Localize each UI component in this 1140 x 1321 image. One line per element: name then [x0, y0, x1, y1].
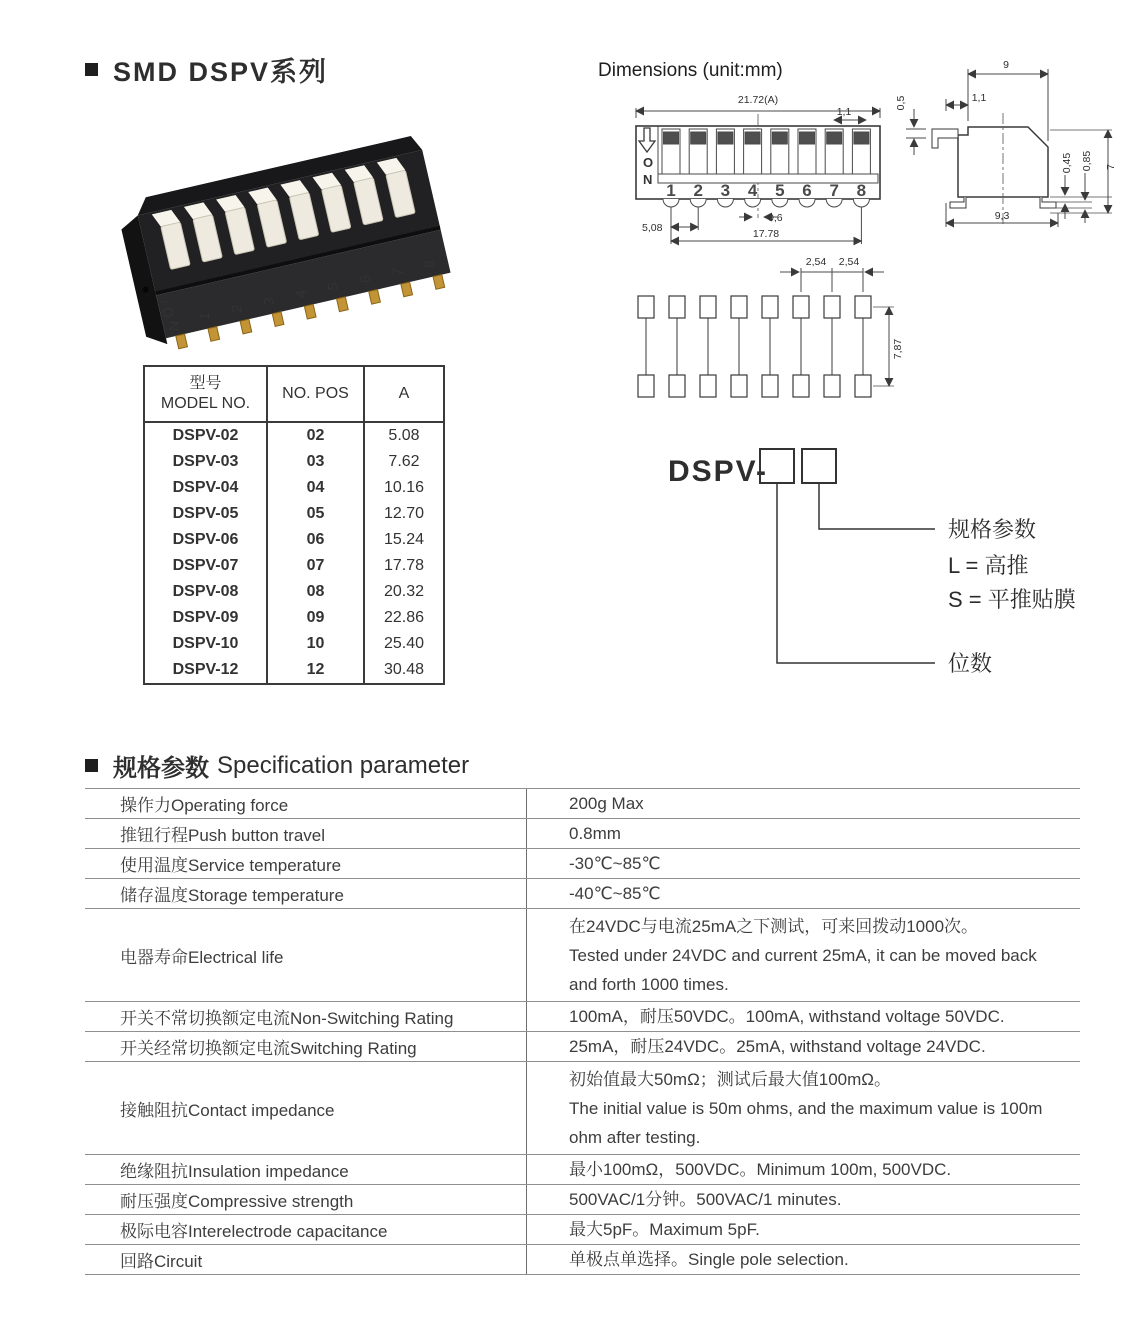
table-row: DSPV-04 04 10.16 [144, 475, 444, 501]
dim-pitch-b: 2,54 [838, 256, 860, 268]
on-letter-o: O [643, 155, 654, 170]
svg-text:8: 8 [856, 181, 867, 200]
dim-pitch: 5,08 [642, 222, 663, 234]
svg-text:2: 2 [228, 304, 245, 313]
table-row: DSPV-09 09 22.86 [144, 605, 444, 631]
spec-row: 使用温度Service temperature -30℃~85℃ [85, 849, 1080, 879]
bullet-square-icon [85, 63, 98, 76]
dim-span: 17.78 [752, 228, 780, 240]
spec-row: 极际电容Interelectrode capacitance 最大5pF。Maximum 5pF. [85, 1215, 1080, 1245]
dimensions-title: Dimensions (unit:mm) [598, 60, 783, 81]
bullet-square-icon [85, 759, 98, 772]
svg-text:6: 6 [356, 274, 374, 284]
spec-title-en: Specification parameter [217, 751, 470, 779]
series-title-text: SMD DSPV系列 [113, 57, 329, 87]
header-a: A [364, 366, 444, 422]
spec-table [85, 788, 1080, 1275]
header-pos: NO. POS [267, 366, 364, 422]
model-table [143, 365, 445, 685]
dim-foot: 0,45 [1061, 152, 1073, 174]
model-table-header [144, 366, 444, 422]
svg-text:8: 8 [421, 259, 438, 269]
pad-dim-lines [780, 268, 894, 386]
svg-text:5: 5 [775, 181, 785, 200]
svg-text:4: 4 [747, 181, 758, 200]
positions-branch-title: 位数 [948, 651, 993, 676]
svg-text:3: 3 [260, 297, 277, 306]
table-row: DSPV-07 07 17.78 [144, 553, 444, 579]
pads [638, 296, 871, 397]
svg-text:O: O [159, 306, 177, 319]
dim-standoff: 0,85 [1081, 150, 1093, 172]
table-row: DSPV-10 10 25.40 [144, 631, 444, 657]
svg-text:N: N [165, 320, 183, 332]
spec-row: 耐压强度Compressive strength 500VAC/1分钟。500VAC/1 minutes. [85, 1185, 1080, 1215]
on-letter-n: N [643, 172, 653, 187]
dip-switch-illustration [116, 134, 454, 355]
svg-text:1: 1 [196, 311, 213, 321]
front-view-drawing [620, 86, 888, 263]
dim-offset: 1,1 [971, 92, 987, 104]
spec-option-l: L = 高推 [948, 553, 1029, 578]
dim-top: 9 [1003, 59, 1009, 71]
table-row: DSPV-12 12 30.48 [144, 657, 444, 684]
pad-layout-drawing [618, 256, 908, 431]
table-row: DSPV-03 03 7.62 [144, 449, 444, 475]
table-row: DSPV-05 05 12.70 [144, 501, 444, 527]
dim-base: 9,3 [994, 210, 1010, 222]
spec-row: 绝缘阻抗Insulation impedance 最小100mΩ，500VDC。Minimum 100m, 500VDC. [85, 1155, 1080, 1185]
dim-pin: 0,5 [895, 95, 907, 111]
bottom-pads [663, 199, 869, 207]
series-title [85, 50, 328, 89]
svg-text:2: 2 [693, 181, 703, 200]
dim-total-width: 21.72(A) [737, 94, 779, 106]
spec-row: 开关经常切换额定电流Switching Rating 25mA，耐压24VDC。25mA, withstand voltage 24VDC. [85, 1032, 1080, 1062]
dim-height: 7 [1105, 164, 1117, 170]
ordering-connector-lines [777, 483, 935, 663]
svg-text:4: 4 [292, 289, 309, 298]
svg-text:6: 6 [802, 181, 812, 200]
svg-text:3: 3 [720, 181, 731, 200]
ordering-box-spec [802, 449, 836, 483]
svg-text:7: 7 [829, 181, 839, 200]
spec-row: 储存温度Storage temperature -40℃~85℃ [85, 879, 1080, 909]
spec-option-s: S = 平推贴膜 [948, 587, 1076, 612]
spec-row: 接触阻抗Contact impedance 初始值最大50mΩ；测试后最大值100mΩ。 The initial value is 50m ohms, and the maximum value is 100m ohm after testing. [85, 1062, 1080, 1155]
table-row: DSPV-06 06 15.24 [144, 527, 444, 553]
side-view-drawing [880, 55, 1140, 245]
spec-row: 推钮行程Push button travel 0.8mm [85, 819, 1080, 849]
spec-row: 开关不常切换额定电流Non-Switching Rating 100mA，耐压50VDC。100mA, withstand voltage 50VDC. [85, 1002, 1080, 1032]
svg-text:7: 7 [388, 267, 406, 276]
svg-text:5: 5 [324, 282, 341, 291]
dim-pad-span: 7,87 [892, 338, 904, 360]
table-row: DSPV-02 02 5.08 [144, 422, 444, 449]
ordering-prefix: DSPV- [668, 455, 769, 488]
spec-row: 电器寿命Electrical life 在24VDC与电流25mA之下测试，可来回拨动1000次。 Tested under 24VDC and current 25mA, it can be moved back and forth 1000 times. [85, 909, 1080, 1002]
spec-section-title [85, 748, 469, 783]
svg-text:↓: ↓ [153, 297, 170, 306]
header-model-zh: 型号 [189, 375, 222, 392]
spec-row: 操作力Operating force 200g Max [85, 789, 1080, 819]
spec-title-zh: 规格参数 [113, 755, 209, 782]
header-model-en: MODEL NO. [160, 395, 251, 412]
dim-slot: 0,6 [768, 212, 783, 224]
table-row: DSPV-08 08 20.32 [144, 579, 444, 605]
spec-row: 回路Circuit 单极点单选择。Single pole selection. [85, 1245, 1080, 1275]
spec-branch-title: 规格参数 [948, 517, 1037, 542]
svg-text:1: 1 [666, 181, 676, 200]
product-photo [110, 116, 470, 367]
dim-pitch-a: 2,54 [805, 256, 827, 268]
dim-top-right: 1,1 [836, 106, 852, 118]
ordering-diagram [660, 433, 1080, 696]
side-view-lines [906, 69, 1112, 227]
